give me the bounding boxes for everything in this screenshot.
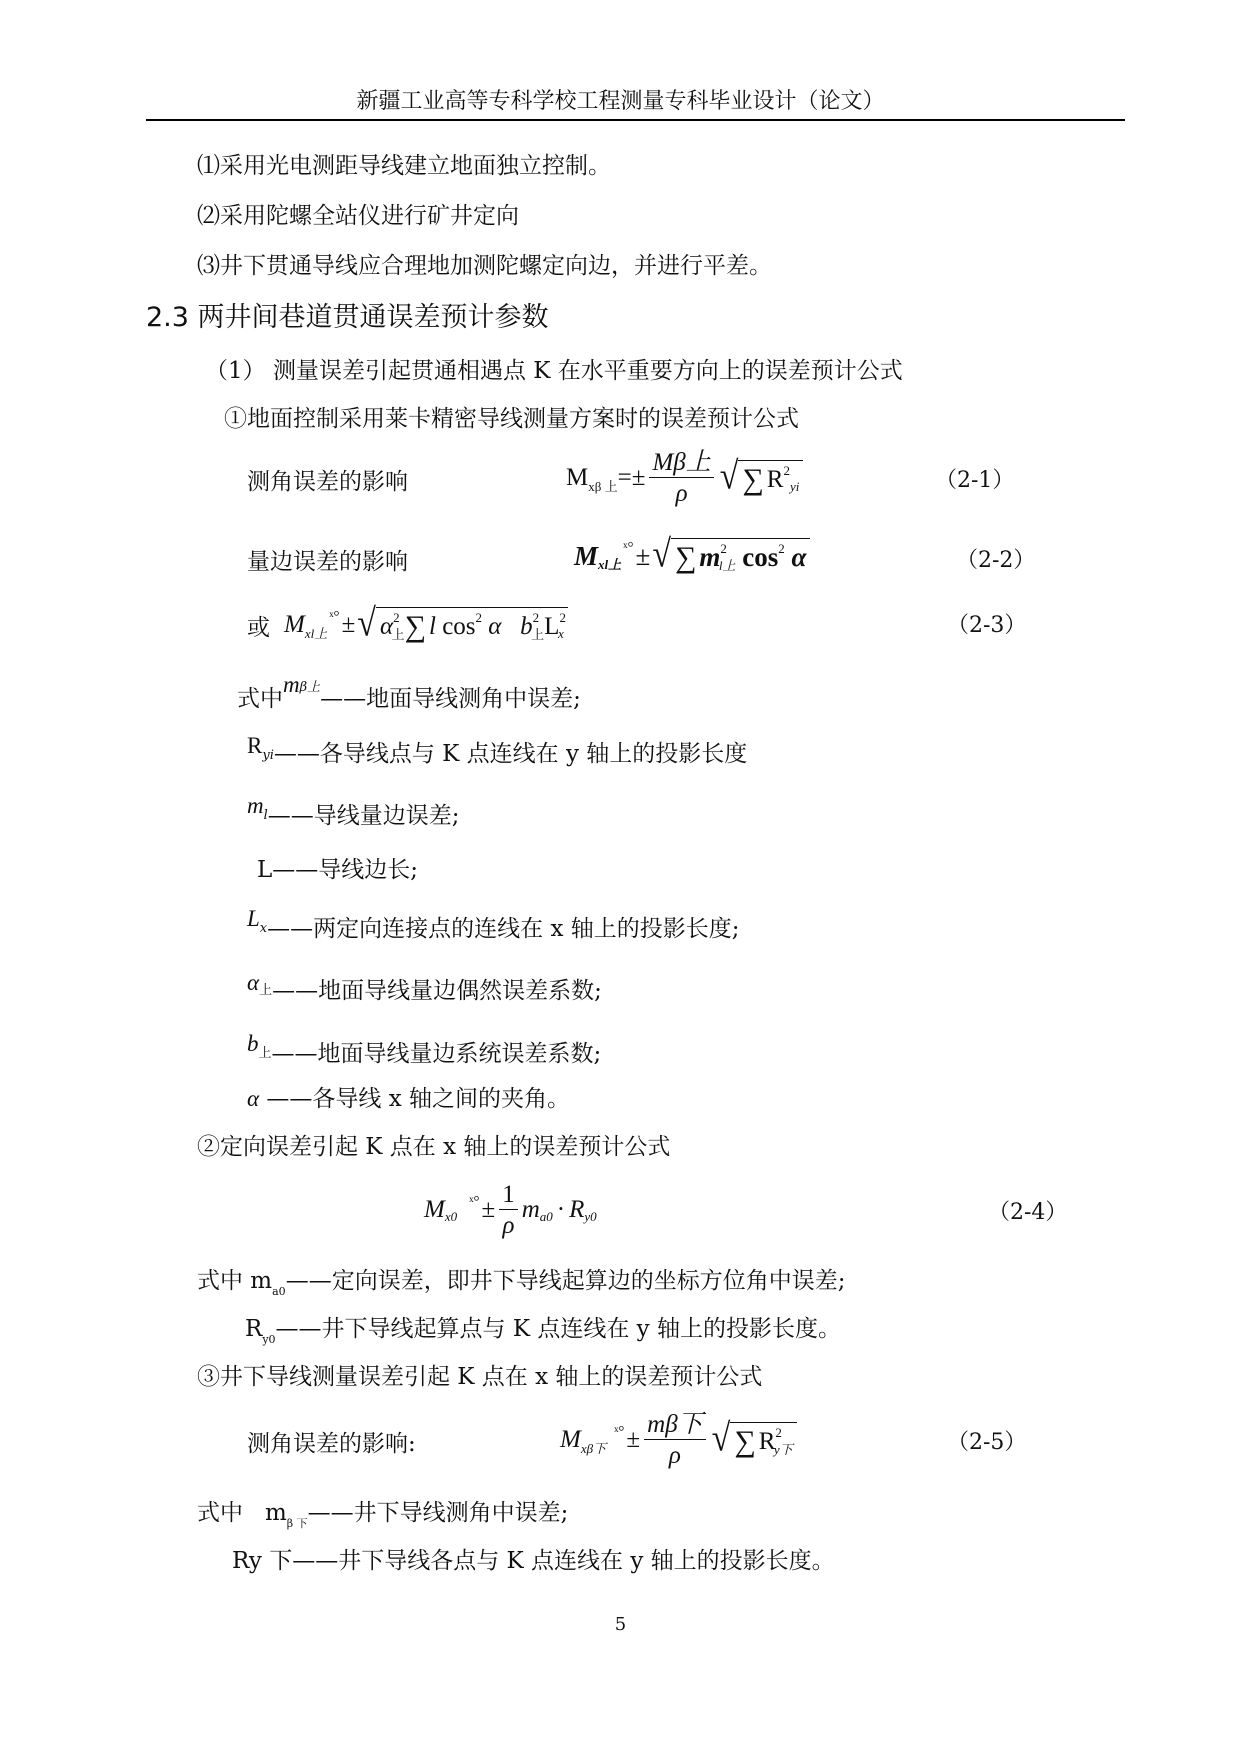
sum-term-sub: l上 [718, 558, 736, 573]
sum-term-sup: 2 [720, 540, 727, 556]
b-sup: 2 [532, 609, 540, 625]
paragraph-error-formula-intro: （1） 测量误差引起贯通相遇点 K 在水平重要方向上的误差预计公式 [205, 358, 903, 384]
definition-symbol: α [247, 970, 260, 995]
definition-m-l [247, 793, 460, 830]
definition-text: ——地面导线测角中误差; [320, 686, 581, 712]
definition-text: ——地面导线量边系统误差系数; [271, 1041, 602, 1067]
definition-symbol-sub: 上 [259, 983, 273, 998]
equation-number-2-4: （2-4） [988, 1200, 1068, 1225]
definition-prefix: 式中 [197, 1500, 243, 1526]
formula-2-3 [247, 600, 568, 650]
paragraph-orientation-error: ②定向误差引起 K 点在 x 轴上的误差预计公式 [197, 1134, 671, 1160]
radical-sign: √ [652, 532, 671, 575]
formula-lhs: M [566, 464, 589, 491]
L-sup: 2 [559, 609, 566, 625]
alpha-symbol: α [791, 542, 807, 572]
header-rule [146, 119, 1125, 121]
page-header: 新疆工业高等专科学校工程测量专科毕业设计（论文） [356, 89, 885, 114]
paragraph-ground-control: ①地面控制采用莱卡精密导线测量方案时的误差预计公式 [224, 406, 799, 432]
fraction-numerator: mβ下 [644, 1411, 706, 1441]
radical-sign: √ [719, 454, 739, 497]
definition-text: ——定向误差，即井下导线起算边的坐标方位角中误差; [285, 1268, 846, 1294]
definition-text: ——导线量边误差; [267, 803, 460, 829]
formula-2-1-label: 测角误差的影响 [247, 469, 408, 495]
definition-Ry-down: Ry 下——井下导线各点与 K 点连线在 y 轴上的投影长度。 [232, 1548, 835, 1574]
sum-term: R [766, 465, 784, 493]
definition-symbol: R [245, 1316, 263, 1342]
formula-lhs-sub: xl上 [304, 625, 328, 641]
alpha-sup: 2 [393, 609, 400, 625]
formula-2-4 [424, 1170, 597, 1250]
fraction [649, 449, 713, 508]
formula-pm: =± [617, 464, 646, 491]
fraction-denominator: ρ [675, 480, 688, 507]
definition-m-a0 [197, 1262, 846, 1298]
dot-operator: · [556, 1196, 566, 1223]
cos-text: cos [742, 542, 779, 572]
definition-symbol-sub: yi [262, 748, 274, 763]
definition-R-y0 [245, 1310, 841, 1346]
fraction-denominator: ρ [668, 1442, 681, 1469]
definition-symbol-sub: l [263, 808, 268, 823]
cos-text: cos [442, 612, 476, 640]
definition-alpha [247, 1080, 570, 1113]
formula-2-5-label: 测角误差的影响: [247, 1431, 416, 1457]
formula-lhs-sub: x0 [444, 1209, 458, 1224]
definition-text: ——各导线 x 轴之间的夹角。 [266, 1086, 570, 1112]
measure-item-3: ⑶井下贯通导线应合理地加测陀螺定向边，并进行平差。 [197, 253, 772, 279]
sum-term: R [758, 1427, 776, 1455]
alpha-sub: 上 [391, 627, 405, 642]
L-symbol: L [544, 612, 560, 640]
definition-text: ——地面导线量边偶然误差系数; [272, 978, 602, 1004]
definition-symbol-sub: β 下 [286, 1517, 308, 1530]
fraction-numerator: Mβ上 [649, 449, 713, 479]
definition-symbol-sub: 上 [258, 1046, 272, 1061]
definition-symbol: b [247, 1031, 259, 1056]
definition-m-beta-up [237, 672, 581, 713]
sqrt [711, 1416, 797, 1459]
m-symbol: m [521, 1196, 540, 1223]
formula-lhs: M [284, 611, 305, 638]
equation-number-2-3: （2-3） [947, 613, 1027, 638]
formula-2-2-label: 量边误差的影响 [247, 549, 408, 575]
sigma-sign: ∑ [674, 540, 697, 574]
page-number: 5 [614, 1614, 627, 1635]
definition-symbol: L [247, 906, 260, 931]
section-heading: 2.3 两井间巷道贯通误差预计参数 [146, 302, 549, 333]
b-sub: 上 [531, 627, 545, 642]
sigma-sign: ∑ [404, 609, 426, 643]
definition-b-up [247, 1031, 602, 1068]
formula-lhs-sub: xl上 [598, 556, 622, 572]
definition-symbol-sub: a0 [272, 1285, 286, 1298]
definition-symbol: m [264, 1500, 287, 1526]
definition-symbol: m [283, 672, 300, 697]
fraction-denominator: ρ [502, 1212, 515, 1239]
definition-R-yi [247, 735, 747, 768]
definition-alpha-up [247, 972, 602, 1005]
formula-lhs: M [574, 540, 599, 571]
formula-pm: ± [481, 1196, 496, 1223]
definition-text: ——井下导线起算点与 K 点连线在 y 轴上的投影长度。 [275, 1316, 841, 1342]
definition-symbol: α [247, 1086, 260, 1111]
approx-symbol: ˣ° [329, 608, 340, 625]
sum-term: m [699, 542, 721, 572]
fraction [499, 1181, 518, 1240]
definition-L: L——导线边长; [257, 857, 419, 883]
definition-symbol: R [247, 733, 263, 758]
approx-symbol: ˣ° [469, 1193, 480, 1210]
formula-2-2 [574, 526, 810, 586]
equation-number-2-1: （2-1） [935, 468, 1015, 493]
sum-term-sub: yi [789, 478, 800, 494]
definition-symbol-sub: β上 [299, 680, 321, 695]
measure-item-2: ⑵采用陀螺全站仪进行矿井定向 [197, 203, 519, 229]
definition-text: ——各导线点与 K 点连线在 y 轴上的投影长度 [273, 741, 748, 767]
formula-2-1 [566, 443, 803, 513]
formula-lhs: M [560, 1426, 581, 1453]
formula-pm: ± [626, 1426, 641, 1453]
formula-lhs-sub: xβ下 [580, 1440, 607, 1456]
definition-prefix: 式中 m [197, 1268, 273, 1294]
sqrt [719, 454, 804, 497]
b-symbol: b [520, 612, 533, 640]
formula-lhs-sub: xβ 上 [588, 478, 618, 494]
sigma-sign: ∑ [734, 1424, 756, 1458]
radical-sign: √ [357, 601, 376, 644]
definition-text: ——两定向连接点的连线在 x 轴上的投影长度; [267, 916, 740, 942]
R-sub: y0 [584, 1209, 597, 1224]
definition-L-x [247, 906, 740, 943]
approx-symbol: ˣ° [614, 1423, 625, 1440]
L-sub: x [557, 625, 564, 641]
paragraph-underground-error: ③井下导线测量误差引起 K 点在 x 轴上的误差预计公式 [197, 1364, 763, 1390]
fraction [644, 1411, 706, 1470]
formula-pm: ± [341, 611, 356, 638]
sum-term-sub: y下 [773, 1442, 793, 1457]
cos-sup: 2 [475, 609, 483, 625]
approx-symbol: ˣ° [623, 539, 634, 556]
equation-number-2-5: （2-5） [947, 1430, 1027, 1455]
definition-symbol: m [247, 793, 264, 818]
measure-item-1: ⑴采用光电测距导线建立地面独立控制。 [197, 153, 611, 179]
l-symbol: l [429, 612, 436, 640]
definition-m-beta-down [197, 1494, 569, 1530]
cos-sup: 2 [778, 540, 785, 556]
definition-symbol-sub: x [259, 921, 268, 936]
alpha-symbol: α [379, 612, 394, 640]
sqrt [357, 601, 567, 644]
alpha-symbol-2: α [488, 612, 502, 640]
equation-number-2-2: （2-2） [956, 548, 1036, 573]
formula-2-5 [560, 1402, 797, 1478]
radical-sign: √ [711, 1416, 731, 1459]
sigma-sign: ∑ [742, 462, 764, 496]
fraction-numerator: 1 [499, 1181, 518, 1211]
m-sub: a0 [539, 1209, 553, 1224]
sqrt [652, 532, 810, 575]
definition-text: ——井下导线测角中误差; [307, 1500, 569, 1526]
sum-term-sup: 2 [775, 1424, 782, 1440]
sum-term-sup: 2 [783, 462, 790, 478]
R-symbol: R [569, 1196, 585, 1223]
definition-prefix: 式中 [237, 686, 283, 712]
definition-symbol-sub: y0 [262, 1333, 276, 1346]
formula-lhs: M [424, 1196, 445, 1223]
formula-2-3-label: 或 [247, 614, 270, 641]
formula-pm: ± [635, 540, 651, 571]
